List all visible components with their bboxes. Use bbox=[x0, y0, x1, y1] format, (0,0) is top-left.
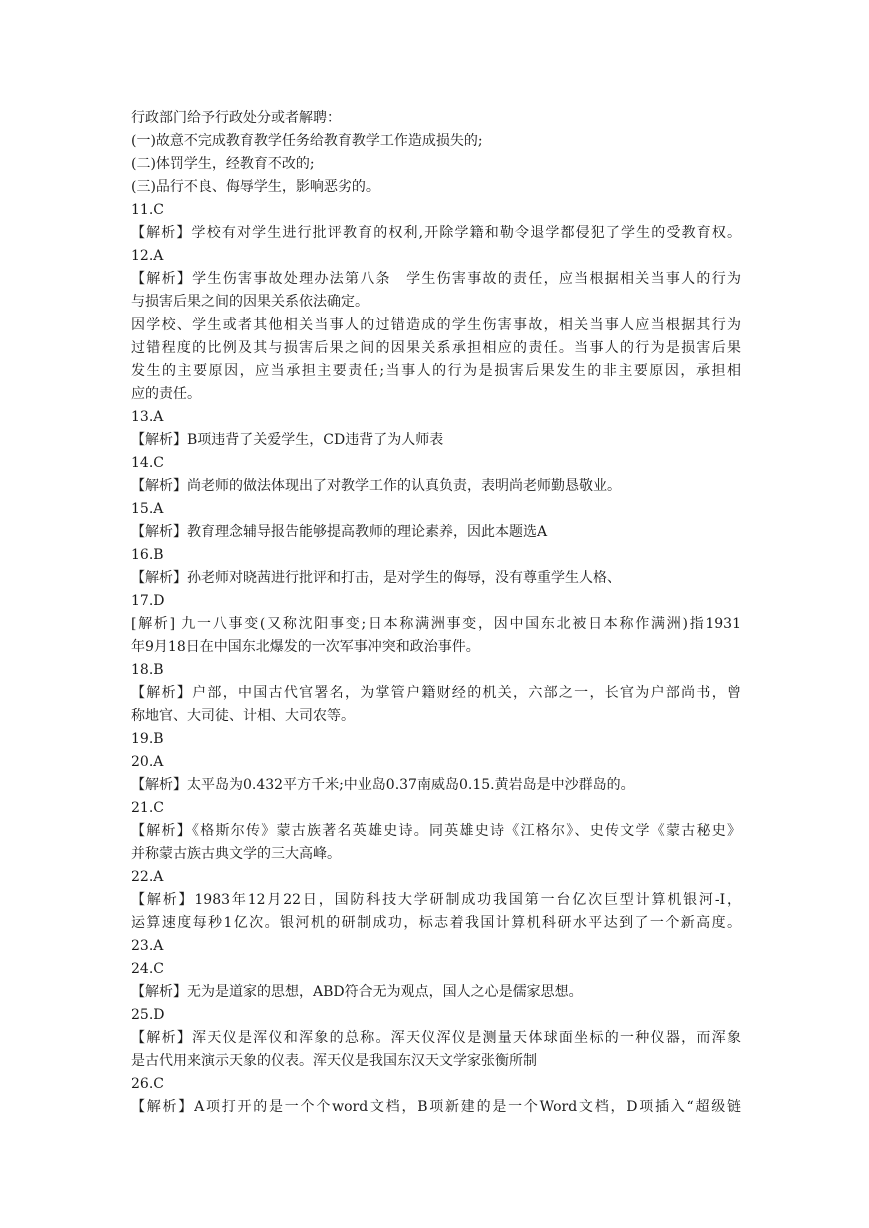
analysis-line: 【解析】孙老师对晓茜进行批评和打击，是对学生的侮辱，没有尊重学生人格、 bbox=[131, 570, 621, 586]
text-line: 是古代用来演示天象的仪表。浑天仪是我国东汉天文学家张衡所制 bbox=[131, 1053, 537, 1069]
answer-line: 21.C bbox=[131, 800, 164, 816]
answer-line: 23.A bbox=[131, 938, 164, 954]
answer-line: 16.B bbox=[131, 547, 164, 563]
text-line: 发生的主要原因，应当承担主要责任;当事人的行为是损害后果发生的非主要原因，承担相 bbox=[131, 363, 741, 379]
text-line: 年9月18日在中国东北爆发的一次军事冲突和政治事件。 bbox=[131, 639, 480, 655]
text-line: (二)体罚学生，经教育不改的; bbox=[131, 156, 315, 172]
analysis-line: 【解析】太平岛为0.432平方千米;中业岛0.37南威岛0.15.黄岩岛是中沙群岛的。 bbox=[131, 777, 635, 793]
analysis-line: 【解析】尚老师的做法体现出了对教学工作的认真负责，表明尚老师勤恳敬业。 bbox=[131, 478, 621, 494]
answer-line: 14.C bbox=[131, 455, 164, 471]
analysis-line: 【解析】学校有对学生进行批评教育的权利,开除学籍和勒令退学都侵犯了学生的受教育权。 bbox=[131, 225, 741, 241]
text-line: 运算速度每秒1亿次。银河机的研制成功，标志着我国计算机科研水平达到了一个新高度。 bbox=[131, 915, 741, 931]
text-line: 行政部门给予行政处分或者解聘： bbox=[131, 110, 341, 126]
analysis-line: 【解析】学生伤害事故处理办法第八条 学生伤害事故的责任，应当根据相关当事人的行为 bbox=[131, 271, 741, 287]
answer-line: 15.A bbox=[131, 501, 164, 517]
answer-line: 12.A bbox=[131, 248, 164, 264]
text-line: 因学校、学生或者其他相关当事人的过错造成的学生伤害事故，相关当事人应当根据其行为 bbox=[131, 317, 741, 333]
answer-line: 11.C bbox=[131, 202, 164, 218]
text-line: 并称蒙古族古典文学的三大高峰。 bbox=[131, 846, 341, 862]
analysis-line: [解析] 九一八事变(又称沈阳事变;日本称满洲事变，因中国东北被日本称作满洲)指1931 bbox=[131, 616, 741, 632]
answer-line: 17.D bbox=[131, 593, 165, 609]
analysis-line: 【解析】浑天仪是浑仪和浑象的总称。浑天仪浑仪是测量天体球面坐标的一种仪器，而浑象 bbox=[131, 1030, 741, 1046]
analysis-line: 【解析】B项违背了关爱学生，CD违背了为人师表 bbox=[131, 432, 444, 448]
text-line: 称地官、大司徒、计相、大司农等。 bbox=[131, 708, 355, 724]
analysis-line: 【解析】《格斯尔传》蒙古族著名英雄史诗。同英雄史诗《江格尔》、史传文学《蒙古秘史》 bbox=[131, 823, 741, 839]
answer-line: 20.A bbox=[131, 754, 164, 770]
analysis-line: 【解析】A项打开的是一个个word文档，B项新建的是一个Word文档，D项插入“超级链 bbox=[131, 1099, 741, 1115]
text-line: (一)故意不完成教育教学任务给教育教学工作造成损失的; bbox=[131, 133, 483, 149]
answer-line: 26.C bbox=[131, 1076, 164, 1092]
analysis-line: 【解析】户部，中国古代官署名，为掌管户籍财经的机关，六部之一，长官为户部尚书，曾 bbox=[131, 685, 741, 701]
analysis-line: 【解析】教育理念辅导报告能够提高教师的理论素养，因此本题选A bbox=[131, 524, 548, 540]
answer-line: 19.B bbox=[131, 731, 164, 747]
answer-line: 25.D bbox=[131, 1007, 165, 1023]
text-line: 与损害后果之间的因果关系依法确定。 bbox=[131, 294, 369, 310]
text-line: (三)品行不良、侮辱学生，影响恶劣的。 bbox=[131, 179, 380, 195]
answer-line: 18.B bbox=[131, 662, 164, 678]
answer-line: 13.A bbox=[131, 409, 164, 425]
analysis-line: 【解析】无为是道家的思想，ABD符合无为观点，国人之心是儒家思想。 bbox=[131, 984, 583, 1000]
text-line: 应的责任。 bbox=[131, 386, 201, 402]
answer-line: 24.C bbox=[131, 961, 164, 977]
analysis-line: 【解析】1983年12月22日，国防科技大学研制成功我国第一台亿次巨型计算机银河-I， bbox=[131, 892, 741, 908]
answer-line: 22.A bbox=[131, 869, 164, 885]
text-line: 过错程度的比例及其与损害后果之间的因果关系承担相应的责任。当事人的行为是损害后果 bbox=[131, 340, 741, 356]
document-body bbox=[131, 107, 741, 1119]
